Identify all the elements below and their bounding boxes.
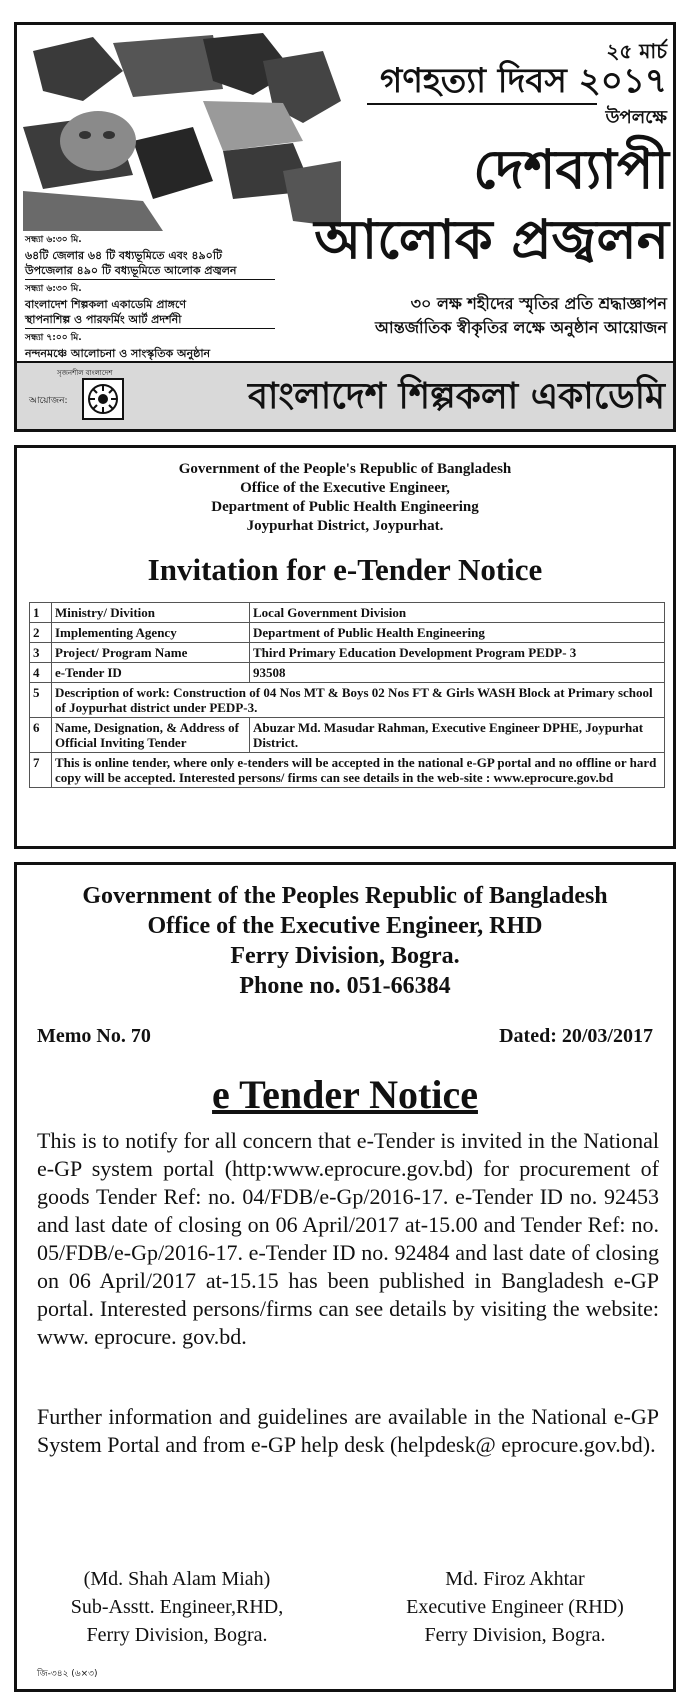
- schedule-line: বাংলাদেশ শিল্পকলা একাডেমি প্রাঙ্গণে: [25, 298, 187, 311]
- header-line: Government of the Peoples Republic of Bangladesh: [82, 883, 608, 909]
- ad-code: জি-৩৪২ (৬×৩): [37, 1669, 98, 1679]
- rubble-photo: [23, 31, 343, 231]
- headline-line-1: দেশব্যাপী: [473, 138, 669, 201]
- table-row: [30, 663, 665, 683]
- header-line: Phone no. 051-66384: [239, 973, 451, 999]
- signatory-line: Md. Firoz Akhtar: [445, 1568, 585, 1590]
- table-row: [30, 623, 665, 643]
- signatory-line: Sub-Asstt. Engineer,RHD,: [70, 1596, 284, 1618]
- schedule-line: স্থাপনাশিল্প ও পারফর্মিং আর্ট প্রদর্শনী: [25, 313, 182, 326]
- table-row: [30, 603, 665, 623]
- row-value: Department of Public Health Engineering: [250, 623, 665, 643]
- header-line: Ferry Division, Bogra.: [230, 943, 460, 969]
- signatory-right: [375, 1565, 655, 1649]
- header-line: Government of the People's Republic of Bangladesh: [178, 461, 512, 477]
- row-value: Third Primary Education Development Program PEDP- 3: [250, 643, 665, 663]
- row-label: Name, Designation, & Address of Official Inviting Tender: [52, 718, 250, 753]
- schedule-time: সন্ধ্যা ৬:৩০ মি.: [25, 284, 82, 294]
- memo-number: Memo No. 70: [37, 1025, 151, 1047]
- row-full-text: This is online tender, where only e-tenders will be accepted in the national e-GP portal and no offline or hard copy will be accepted. Interested persons/ firms can see details in the web-site : www.eprocure.gov.bd: [52, 753, 665, 788]
- schedule-line: ৬৪টি জেলার ৬৪ টি বধ্যভূমিতে এবং ৪৯০টি: [25, 249, 222, 262]
- schedule-line: নন্দনমঞ্চে আলোচনা ও সাংস্কৃতিক অনুষ্ঠান: [25, 347, 211, 360]
- organizer-label: আয়োজন:: [29, 396, 68, 406]
- subline-2: আন্তর্জাতিক স্বীকৃতির লক্ষে অনুষ্ঠান আয়োজন: [375, 318, 667, 337]
- occasion-text: উপলক্ষে: [605, 107, 667, 128]
- row-number: 4: [30, 663, 52, 683]
- notice-title: e Tender Notice: [212, 1072, 478, 1117]
- schedule-time: সন্ধ্যা ৬:৩০ মি.: [25, 235, 82, 245]
- event-date: ২৫ মার্চ: [606, 39, 667, 63]
- schedule-line: উপজেলার ৪৯০ টি বধ্যভূমিতে আলোক প্রজ্বলন: [25, 264, 237, 277]
- row-number: 2: [30, 623, 52, 643]
- header-line: Office of the Executive Engineer, RHD: [147, 913, 543, 939]
- row-value: Local Government Division: [250, 603, 665, 623]
- row-label: Project/ Program Name: [52, 643, 250, 663]
- row-full-text: Description of work: Construction of 04 Nos MT & Boys 02 Nos FT & Girls WASH Block at Primary school of Joypurhat district under PEDP-3.: [52, 683, 665, 718]
- row-number: 3: [30, 643, 52, 663]
- row-number: 6: [30, 718, 52, 753]
- row-label: e-Tender ID: [52, 663, 250, 683]
- table-row: [30, 683, 665, 718]
- academy-logo-icon: [81, 377, 125, 421]
- notice-header: [17, 460, 673, 536]
- notice-body: This is to notify for all concern that e-Tender is invited in the National e-GP system portal (http:www.eprocure.gov.bd) for procurement of goods Tender Ref: no. 04/FDB/e-Gp/2016-17. e-Tender ID no. 92453 and last date of closing on 06 April/2017 at-15.00 and Tender Ref: no. 05/FDB/e-Gp/2016-17. e-Tender ID no. 92484 and last date of closing on 06 April/2017 at-15.15 has been published in Bangladesh e-GP portal. Interested persons/firms can see details by visiting the website: www. eprocure. gov.bd.: [37, 1128, 659, 1349]
- tender-details-table: [29, 602, 665, 788]
- event-schedule: [25, 233, 295, 361]
- signatory-line: (Md. Shah Alam Miah): [83, 1568, 271, 1590]
- notice-title: Invitation for e-Tender Notice: [147, 552, 543, 587]
- header-line: Joypurhat District, Joypurhat.: [246, 518, 444, 534]
- header-line: Office of the Executive Engineer,: [240, 480, 450, 496]
- event-day-name: গণহত্যা দিবস ২০১৭: [380, 61, 667, 101]
- rhd-tender-notice: [14, 862, 676, 1692]
- organizer-band: [17, 361, 673, 429]
- organizer-name: বাংলাদেশ শিল্পকলা একাডেমি: [248, 376, 665, 417]
- row-label: Ministry/ Divition: [52, 603, 250, 623]
- organizer-tagline: সৃজনশীল বাংলাদেশ: [57, 369, 113, 377]
- notice-further-info: Further information and guidelines are available in the National e-GP System Portal and from e-GP help desk (helpdesk@ eprocure.gov.bd).: [37, 1404, 659, 1457]
- subline-1: ৩০ লক্ষ শহীদের স্মৃতির প্রতি শ্রদ্ধাজ্ঞাপন: [410, 294, 667, 313]
- notice-header: [17, 881, 673, 1001]
- divider: [25, 328, 275, 329]
- row-number: 7: [30, 753, 52, 788]
- signatory-line: Ferry Division, Bogra.: [424, 1624, 606, 1646]
- notice-date: Dated: 20/03/2017: [499, 1025, 653, 1047]
- signatory-line: Ferry Division, Bogra.: [86, 1624, 268, 1646]
- table-row: [30, 643, 665, 663]
- header-line: Department of Public Health Engineering: [211, 499, 479, 515]
- row-value: Abuzar Md. Masudar Rahman, Executive Engineer DPHE, Joypurhat District.: [250, 718, 665, 753]
- signatory-line: Executive Engineer (RHD): [406, 1596, 624, 1618]
- row-value: 93508: [250, 663, 665, 683]
- table-row: [30, 753, 665, 788]
- row-label: Implementing Agency: [52, 623, 250, 643]
- schedule-time: সন্ধ্যা ৭:০০ মি.: [25, 333, 82, 343]
- table-row: [30, 718, 665, 753]
- genocide-day-ad: [14, 22, 676, 432]
- row-number: 1: [30, 603, 52, 623]
- headline-line-2: আলোক প্রজ্বলন: [314, 208, 669, 271]
- dphe-tender-notice: [14, 445, 676, 849]
- divider: [25, 279, 275, 280]
- signatory-left: [37, 1565, 317, 1649]
- row-number: 5: [30, 683, 52, 718]
